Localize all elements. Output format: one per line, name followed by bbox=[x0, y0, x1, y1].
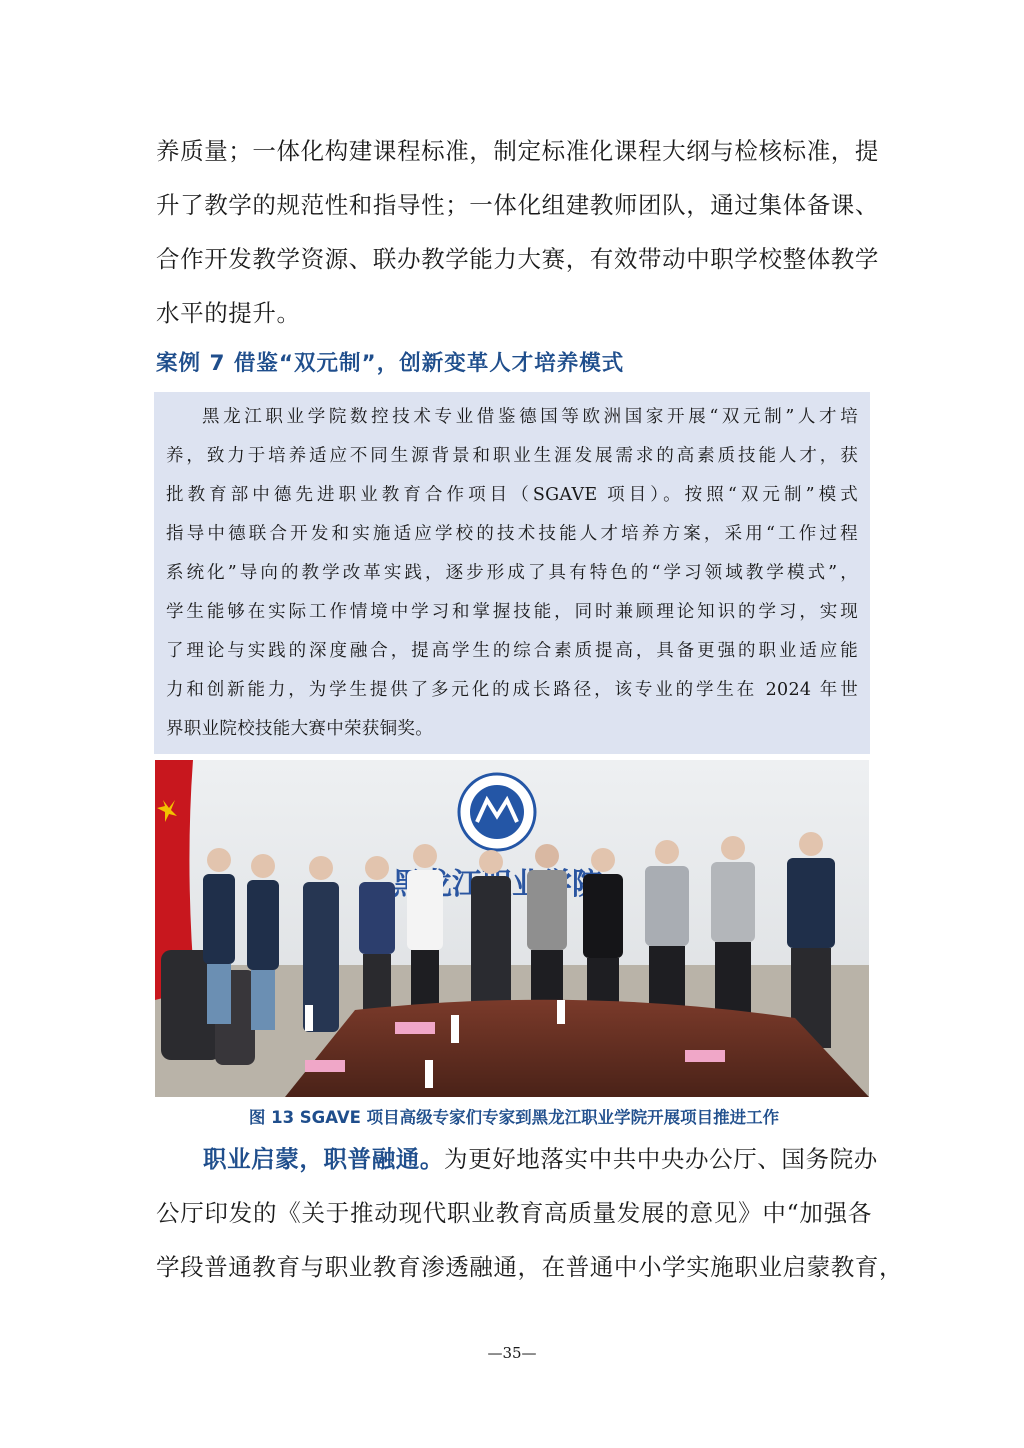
paragraph-bottom bbox=[156, 1132, 904, 1294]
case-box-line: 系统化”导向的教学改革实践，逐步形成了具有特色的“学习领域教学模式”， bbox=[166, 563, 858, 583]
figure-caption: 图 13 SGAVE 项目高级专家们专家到黑龙江职业学院开展项目推进工作 bbox=[248, 1108, 780, 1127]
case-box-line: 学生能够在实际工作情境中学习和掌握技能，同时兼顾理论知识的学习，实现 bbox=[166, 602, 858, 622]
paragraph-line-rest: 为更好地落实中共中央办公厅、国务院办 bbox=[444, 1145, 878, 1173]
case-box-line: 界职业院校技能大赛中荣获铜奖。 bbox=[166, 719, 433, 739]
case-box-line: 养，致力于培养适应不同生源背景和职业生涯发展需求的高素质技能人才，获 bbox=[166, 446, 858, 466]
paragraph-line: 养质量；一体化构建课程标准，制定标准化课程大纲与检核标准，提 bbox=[156, 137, 879, 165]
case-box-line: 了理论与实践的深度融合，提高学生的综合素质提高，具备更强的职业适应能 bbox=[166, 641, 858, 661]
paragraph-top bbox=[156, 124, 879, 340]
paragraph-line: 学段普通教育与职业教育渗透融通，在普通中小学实施职业启蒙教育， bbox=[156, 1253, 904, 1281]
paragraph-line: 水平的提升。 bbox=[156, 299, 301, 327]
case-box-line: 批教育部中德先进职业教育合作项目（SGAVE 项目）。按照“双元制”模式 bbox=[166, 485, 858, 505]
case-box-line: 黑龙江职业学院数控技术专业借鉴德国等欧洲国家开展“双元制”人才培 bbox=[202, 407, 858, 427]
paragraph-line: 合作开发教学资源、联办教学能力大赛，有效带动中职学校整体教学 bbox=[156, 245, 879, 273]
case-box bbox=[154, 392, 870, 754]
group-photo bbox=[155, 760, 869, 1097]
case-box-line: 力和创新能力，为学生提供了多元化的成长路径，该专业的学生在 2024 年世 bbox=[166, 680, 858, 700]
page-number: —35— bbox=[487, 1344, 537, 1362]
paragraph-line: 升了教学的规范性和指导性；一体化组建教师团队，通过集体备课、 bbox=[156, 191, 879, 219]
paragraph-lead: 职业启蒙，职普融通。 bbox=[203, 1145, 444, 1173]
case-title: 案例 7 借鉴“双元制”，创新变革人才培养模式 bbox=[156, 351, 625, 376]
paragraph-line bbox=[156, 1132, 878, 1186]
paragraph-line: 公厅印发的《关于推动现代职业教育高质量发展的意见》中“加强各 bbox=[156, 1199, 872, 1227]
case-box-line: 指导中德联合开发和实施适应学校的技术技能人才培养方案，采用“工作过程 bbox=[166, 524, 858, 544]
